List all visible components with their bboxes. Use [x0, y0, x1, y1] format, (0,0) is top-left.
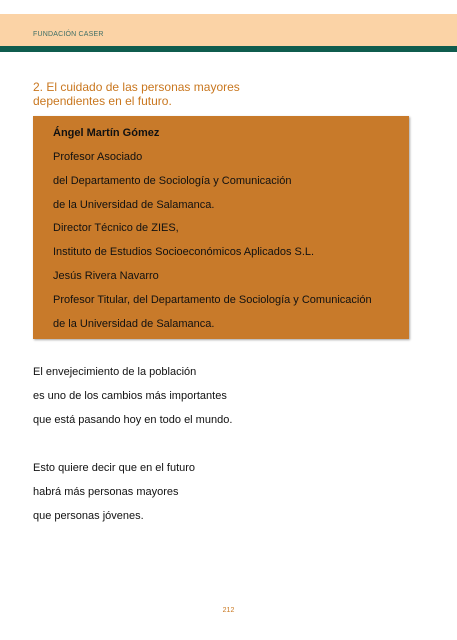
author-name-1: Ángel Martín Gómez [53, 127, 160, 139]
author-title-line: Instituto de Estudios Socioeconómicos Aplicados S.L. [53, 246, 315, 258]
page-number: 212 [222, 607, 235, 614]
author-title-line: de la Universidad de Salamanca. [53, 199, 215, 211]
body-text-line: que personas jóvenes. [33, 510, 144, 522]
author-box [33, 116, 409, 339]
body-text-line: que está pasando hoy en todo el mundo. [33, 414, 233, 426]
author-title-line: Profesor Titular, del Departamento de Sociología y Comunicación [53, 294, 372, 306]
section-title-line-2: dependientes en el futuro. [33, 94, 172, 108]
author-title-line: Profesor Asociado [53, 151, 143, 163]
section-title [33, 80, 333, 108]
author-name-2: Jesús Rivera Navarro [53, 270, 159, 282]
header-band [0, 14, 457, 46]
header-rule [0, 46, 457, 52]
body-text-line: es uno de los cambios más importantes [33, 390, 227, 402]
section-title-line-1: 2. El cuidado de las personas mayores [33, 80, 240, 94]
publisher-label: FUNDACIÓN CASER [33, 31, 104, 38]
author-title-line: del Departamento de Sociología y Comunicación [53, 175, 292, 187]
body-text-line: El envejecimiento de la población [33, 366, 197, 378]
body-text-line: habrá más personas mayores [33, 486, 179, 498]
body-text-line: Esto quiere decir que en el futuro [33, 462, 196, 474]
author-title-line: de la Universidad de Salamanca. [53, 318, 215, 330]
author-title-line: Director Técnico de ZIES, [53, 222, 179, 234]
